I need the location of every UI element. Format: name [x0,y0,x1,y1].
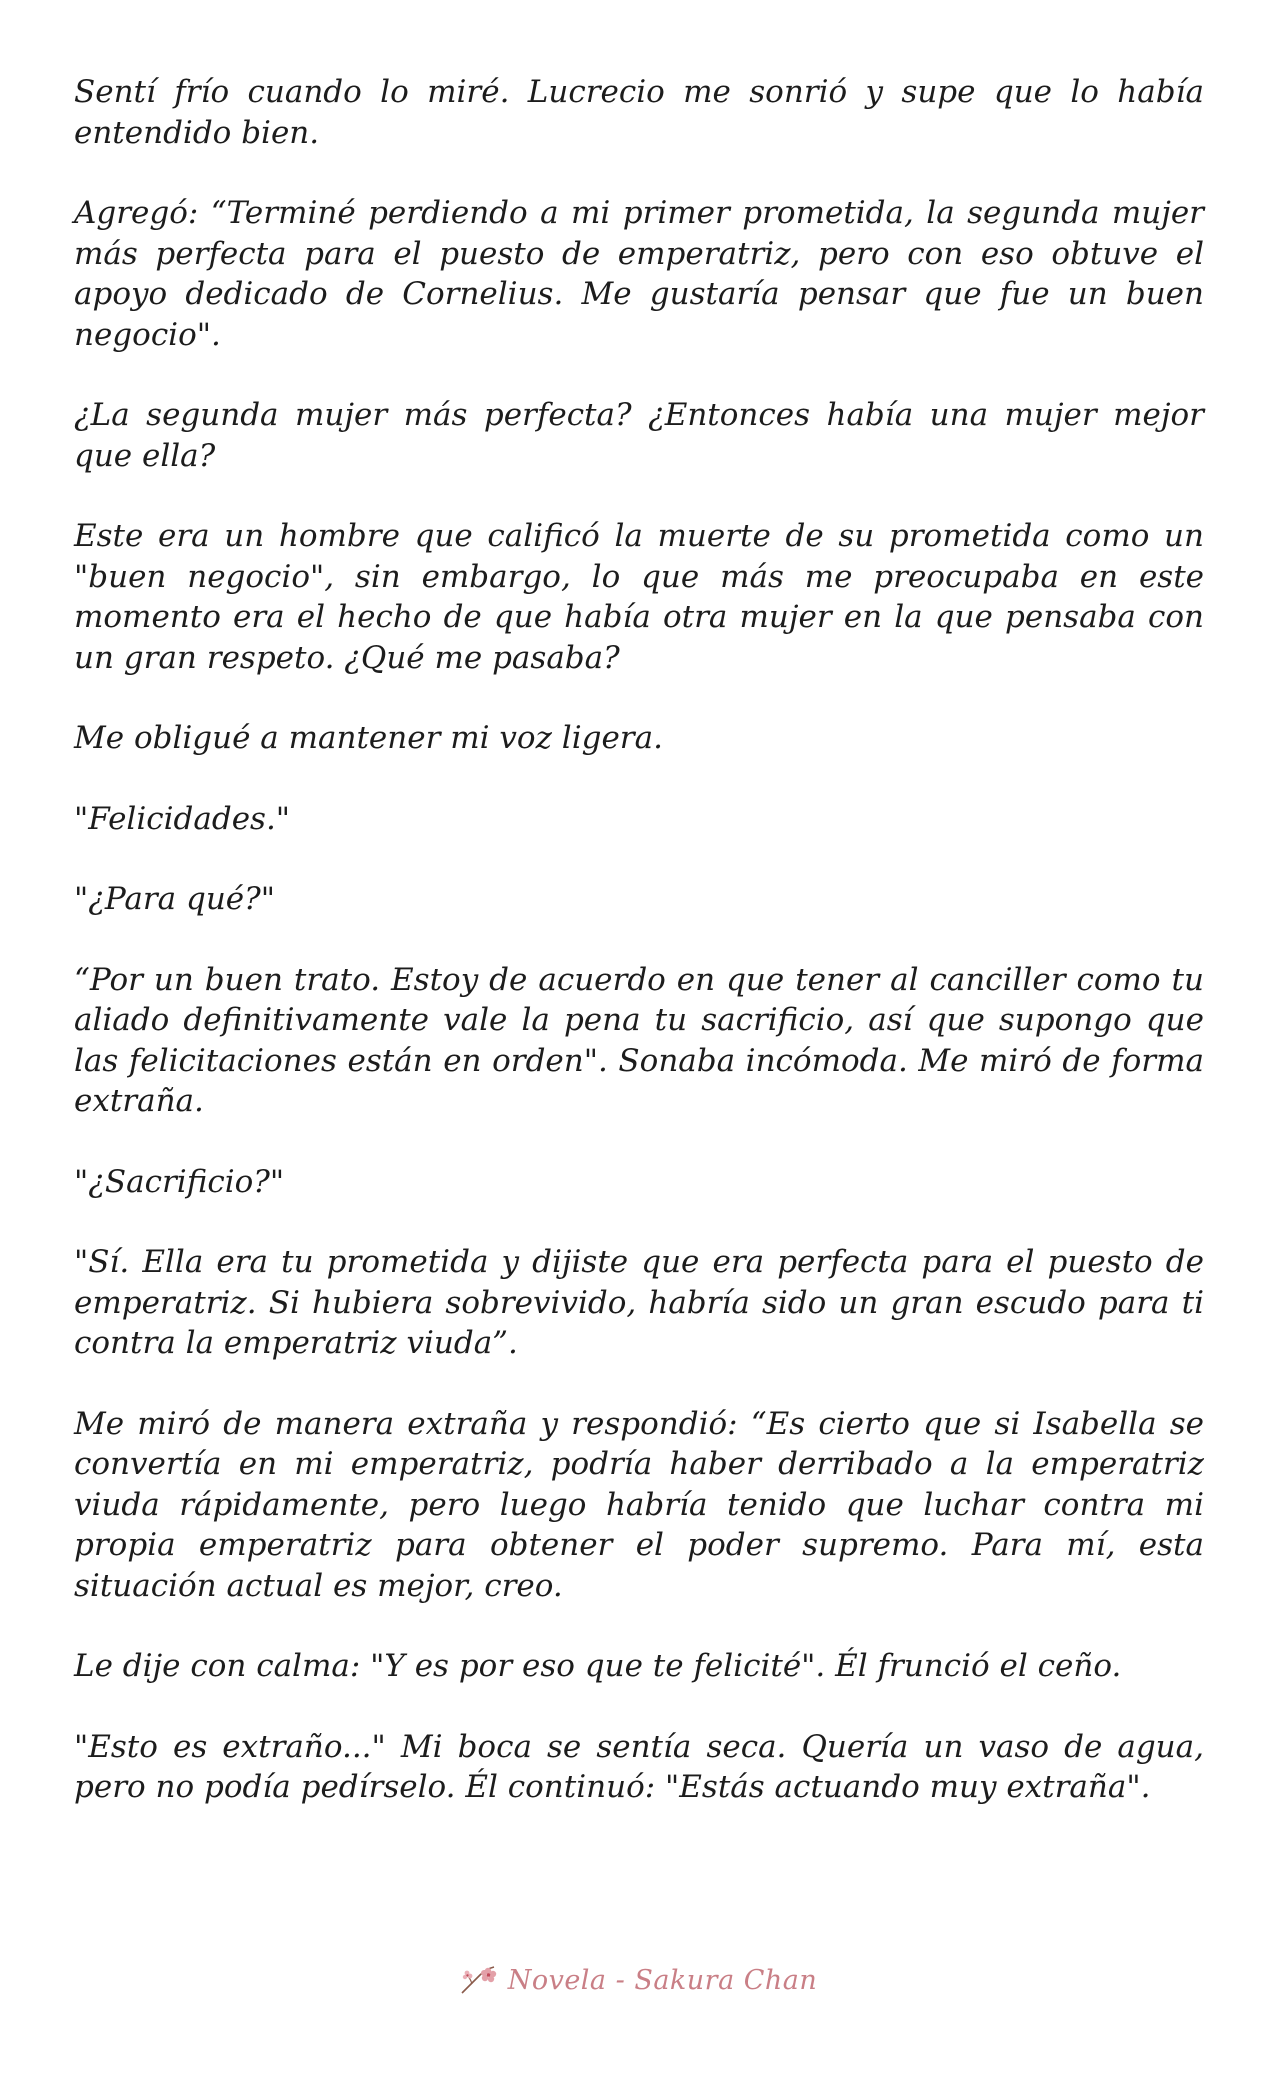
footer-watermark [0,1960,1275,2000]
paragraph-13: "Esto es extraño..." Mi boca se sentía seca. Quería un vaso de agua, pero no podía pedírselo. Él continuó: "Estás actuando muy extraña". [74,1728,1204,1805]
paragraph-6: "Felicidades." [74,800,291,837]
paragraph-4: Este era un hombre que calificó la muerte de su prometida como un "buen negocio", sin embargo, lo que más me preocupaba en este momento era el hecho de que había otra mujer en la que pensaba con un gran respeto. ¿Qué me pasaba? [74,518,1204,676]
paragraph-1: Sentí frío cuando lo miré. Lucrecio me sonrió y supe que lo había entendido bien. [74,74,1204,151]
footer-inner [458,1963,818,1997]
cherry-blossom-icon [458,1963,502,1997]
paragraph-11: Me miró de manera extraña y respondió: “Es cierto que si Isabella se convertía en mi emperatriz, podría haber derribado a la emperatriz viuda rápidamente, pero luego habría tenido que luchar contra mi propia emperatriz para obtener el poder supremo. Para mí, esta situación actual es mejor, creo. [74,1405,1204,1604]
document-body [74,72,1204,1848]
paragraph-5: Me obligué a mantener mi voz ligera. [74,720,663,756]
paragraph-12: Le dije con calma: "Y es por eso que te felicité". Él frunció el ceño. [74,1648,1122,1684]
paragraph-8: “Por un buen trato. Estoy de acuerdo en que tener al canciller como tu aliado definitivamente vale la pena tu sacrificio, así que supongo que las felicitaciones están en orden". Sonaba incómoda. Me miró de forma extraña. [74,961,1204,1119]
paragraph-7: "¿Para qué?" [74,881,276,917]
paragraph-10: "Sí. Ella era tu prometida y dijiste que era perfecta para el puesto de emperatriz. Si hubiera sobrevivido, habría sido un gran escudo para ti contra la emperatriz viuda”. [74,1244,1204,1361]
paragraph-3: ¿La segunda mujer más perfecta? ¿Entonces había una mujer mejor que ella? [74,397,1204,474]
paragraph-9: "¿Sacrificio?" [74,1163,285,1200]
paragraph-2: Agregó: “Terminé perdiendo a mi primer prometida, la segunda mujer más perfecta para el puesto de emperatriz, pero con eso obtuve el apoyo dedicado de Cornelius. Me gustaría pensar que fue un buen negocio". [74,195,1204,353]
footer-text: Novela - Sakura Chan [507,1964,818,1996]
